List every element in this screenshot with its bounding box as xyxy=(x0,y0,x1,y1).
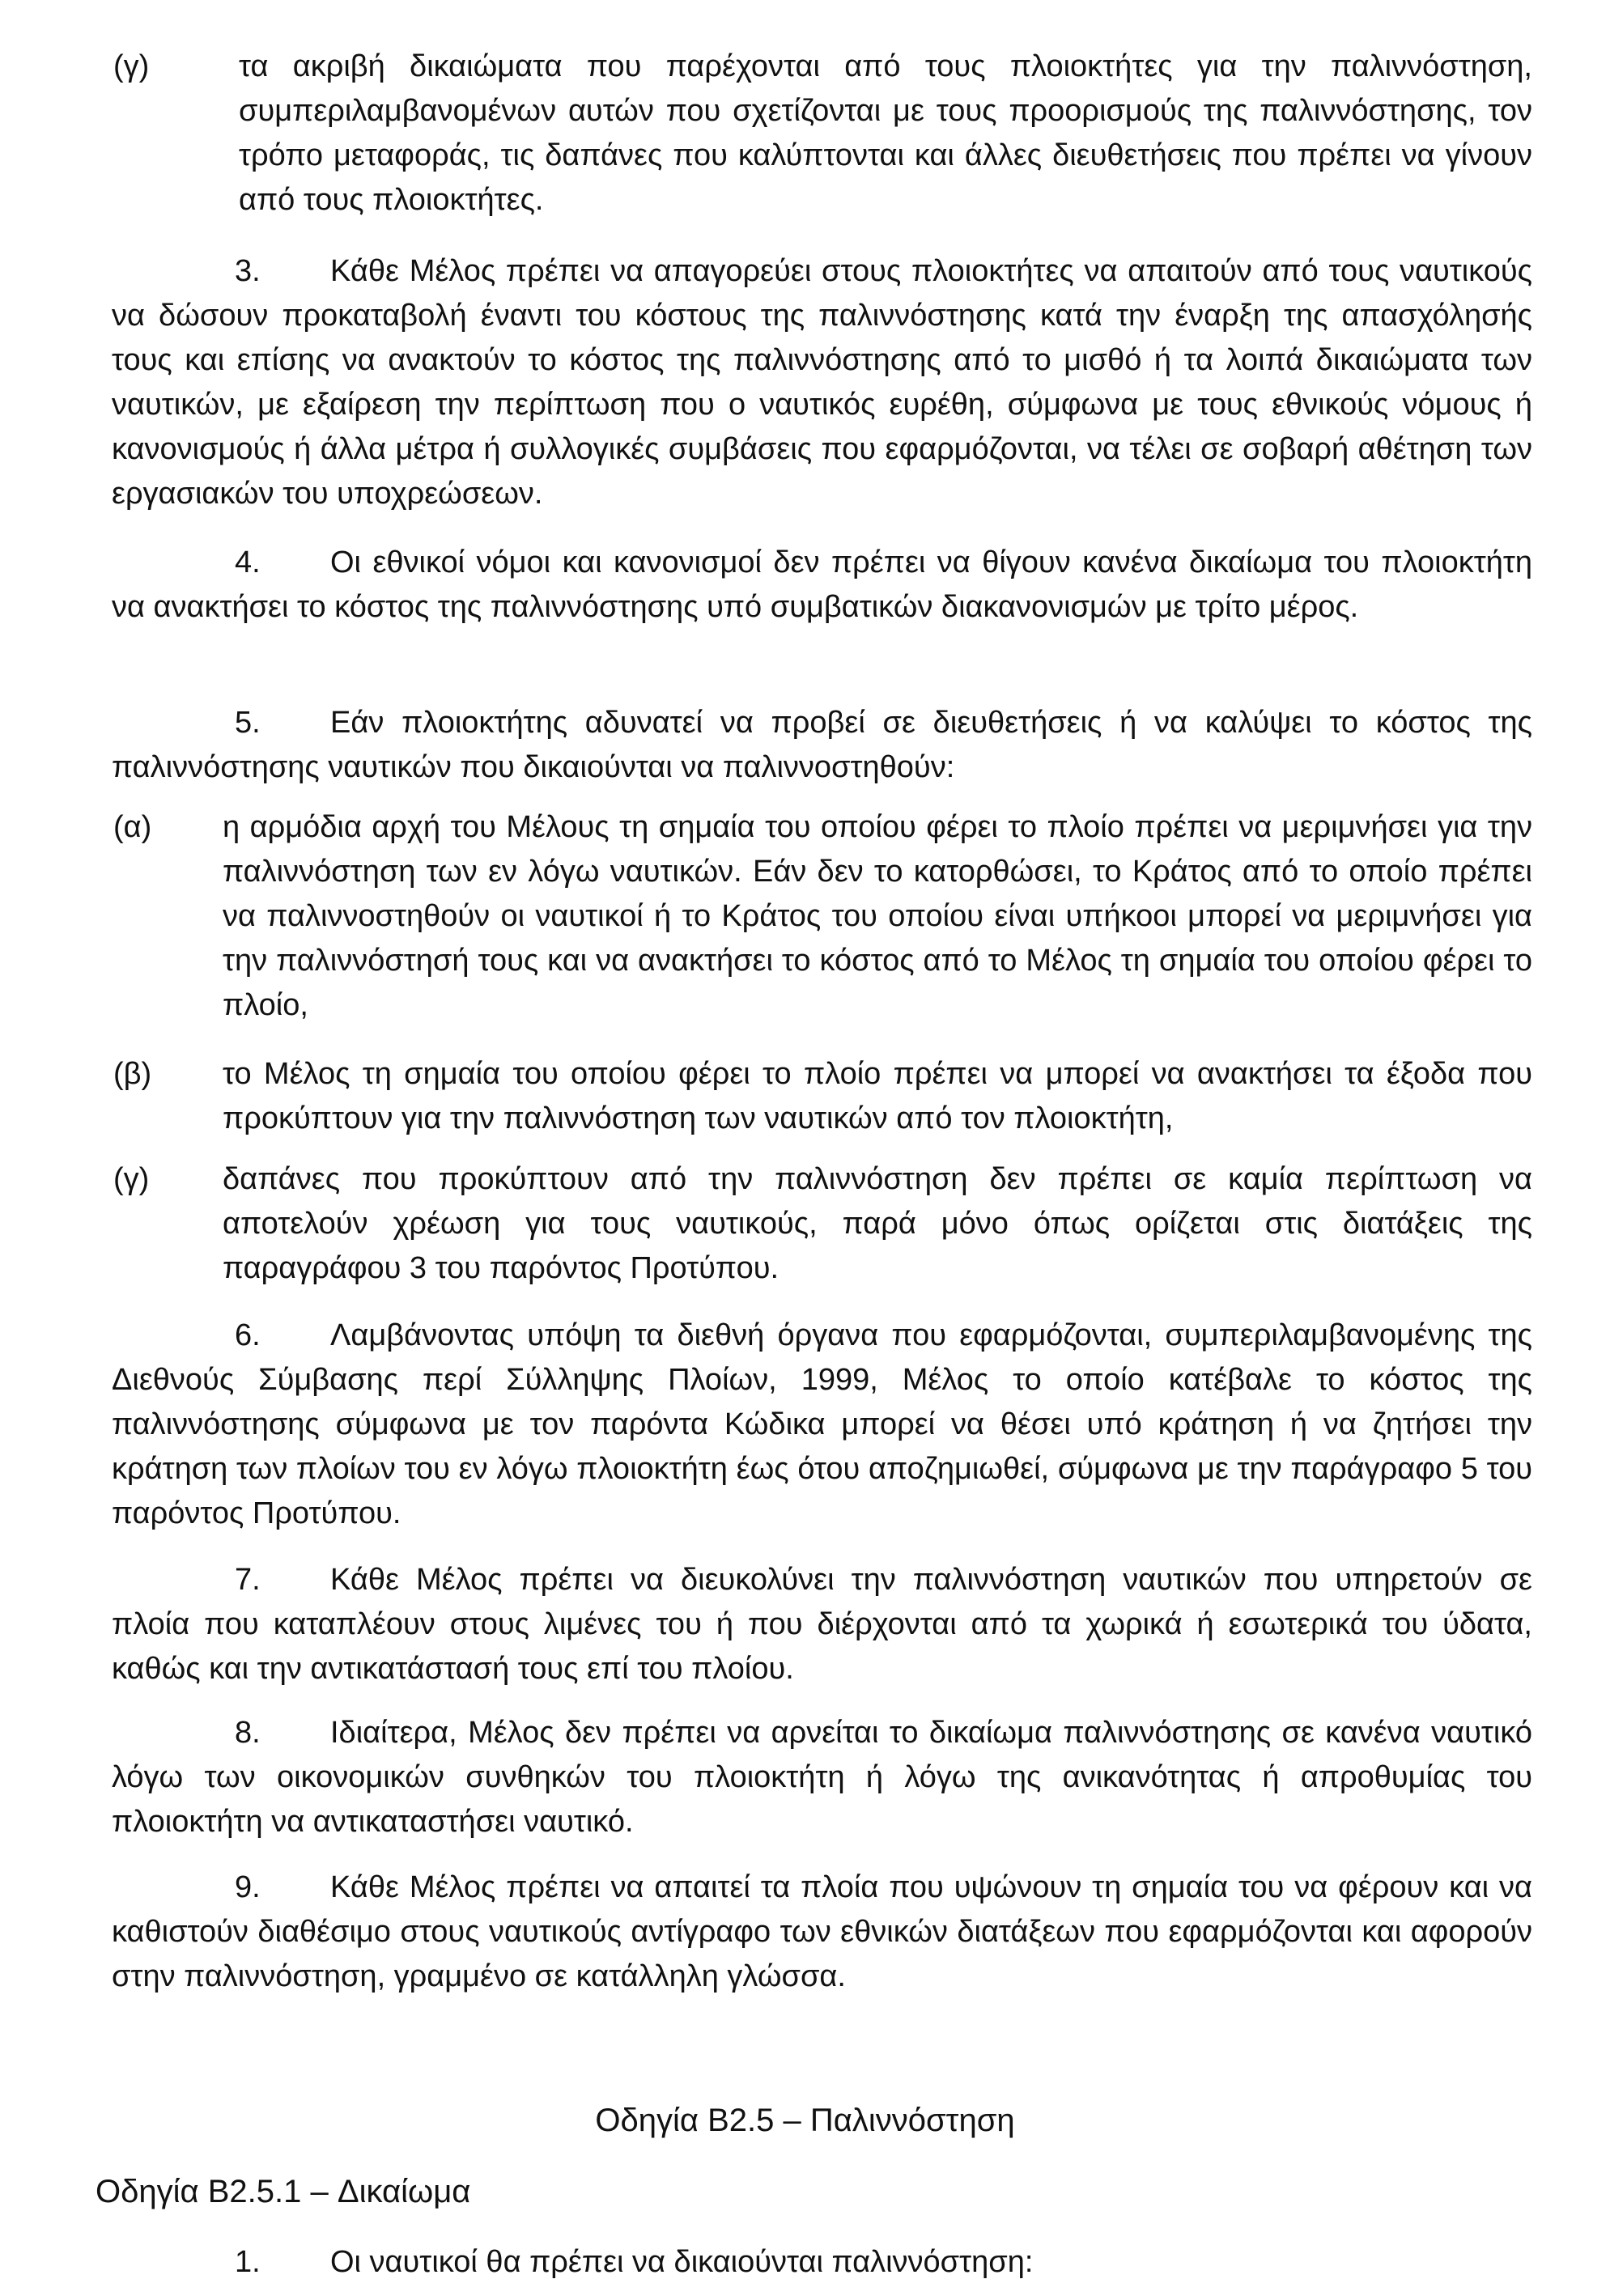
paragraph-text: Οι εθνικοί νόμοι και κανονισμοί δεν πρέπει να θίγουν κανένα δικαίωμα του πλοιοκτήτη να ανακτήσει το κόστος της παλιννόστησης υπό συμβατικών διακανονισμών με τρίτο μέρος. xyxy=(112,545,1532,624)
paragraph-3 xyxy=(112,249,1532,516)
guideline-title: Οδηγία B2.5 – Παλιννόστηση xyxy=(595,2103,1015,2138)
paragraph-6 xyxy=(112,1314,1532,1536)
paragraph-text: Λαμβάνοντας υπόψη τα διεθνή όργανα που εφαρμόζονται, συμπεριλαμβανομένης της Διεθνούς Σύμβασης περί Σύλληψης Πλοίων, 1999, Μέλος το οποίο κατέβαλε το κόστος της παλιννόστησης σύμφωνα με τον παρόντα Κώδικα μπορεί να θέσει υπό κράτηση ή να ζητήσει την κράτηση των πλοίων του εν λόγω πλοιοκτήτη έως ότου αποζημιωθεί, σύμφωνα με την παράγραφο 5 του παρόντος Προτύπου. xyxy=(112,1318,1532,1530)
paragraph-number: 5. xyxy=(235,706,261,740)
item-text-b: το Μέλος τη σημαία του οποίου φέρει το πλοίο πρέπει να μπορεί να ανακτήσει τα έξοδα που προκύπτουν για την παλιννόστηση των ναυτικών από τον πλοιοκτήτη, xyxy=(223,1057,1532,1135)
paragraph-8 xyxy=(112,1711,1532,1844)
guideline-subtitle: Οδηγία B2.5.1 – Δικαίωμα xyxy=(96,2174,471,2209)
paragraph-5 xyxy=(112,701,1532,790)
paragraph-number: 9. xyxy=(235,1870,261,1904)
paragraph-text: Κάθε Μέλος πρέπει να διευκολύνει την παλιννόστηση ναυτικών που υπηρετούν σε πλοία που καταπλέουν στους λιμένες του ή που διέρχονται από τα χωρικά ή εσωτερικά του ύδατα, καθώς και την αντικατάστασή τους επί του πλοίου. xyxy=(112,1563,1532,1686)
paragraph-number: 4. xyxy=(235,545,261,579)
paragraph-number: 6. xyxy=(235,1318,261,1352)
paragraph-text: Οι ναυτικοί θα πρέπει να δικαιούνται παλιννόστηση: xyxy=(330,2245,1034,2279)
item-text-g: δαπάνες που προκύπτουν από την παλιννόστηση δεν πρέπει σε καμία περίπτωση να αποτελούν χρέωση για τους ναυτικούς, παρά μόνο όπως ορίζεται στις διατάξεις της παραγράφου 3 του παρόντος Προτύπου. xyxy=(223,1162,1532,1285)
paragraph-text: Κάθε Μέλος πρέπει να απαγορεύει στους πλοιοκτήτες να απαιτούν από τους ναυτικούς να δώσουν προκαταβολή έναντι του κόστους της παλιννόστησης κατά την έναρξη της απασχόλησής τους και επίσης να ανακτούν το κόστος της παλιννόστησης από το μισθό ή τα λοιπά δικαιώματα των ναυτικών, με εξαίρεση την περίπτωση που ο ναυτικός ευρέθη, σύμφωνα με τους εθνικούς νόμους ή κανονισμούς ή άλλα μέτρα ή συλλογικές συμβάσεις που εφαρμόζονται, να τέλει σε σοβαρή αθέτηση των εργασιακών του υποχρεώσεων. xyxy=(112,254,1532,511)
item-label-b: (β) xyxy=(113,1057,152,1091)
paragraph-7 xyxy=(112,1558,1532,1691)
paragraph-text: Κάθε Μέλος πρέπει να απαιτεί τα πλοία που υψώνουν τη σημαία του να φέρουν και να καθιστούν διαθέσιμο στους ναυτικούς αντίγραφο των εθνικών διατάξεων που εφαρμόζονται και αφορούν στην παλιννόστηση, γραμμένο σε κατάλληλη γλώσσα. xyxy=(112,1870,1532,1993)
paragraph-9 xyxy=(112,1865,1532,1999)
paragraph-number: 1. xyxy=(235,2245,261,2279)
paragraph-final xyxy=(112,2240,1532,2285)
paragraph-text: Ιδιαίτερα, Μέλος δεν πρέπει να αρνείται το δικαίωμα παλιννόστησης σε κανένα ναυτικό λόγω των οικονομικών συνθηκών του πλοιοκτήτη ή λόγω της ανικανότητας ή απροθυμίας του πλοιοκτήτη να αντικαταστήσει ναυτικό. xyxy=(112,1716,1532,1839)
paragraph-4 xyxy=(112,541,1532,630)
item-text-g-top: τα ακριβή δικαιώματα που παρέχονται από τους πλοιοκτήτες για την παλιννόστηση, συμπεριλαμβανομένων αυτών που σχετίζονται με τους προορισμούς της παλιννόστησης, τον τρόπο μεταφοράς, τις δαπάνες που καλύπτονται και άλλες διευθετήσεις που πρέπει να γίνουν από τους πλοιοκτήτες. xyxy=(239,49,1532,217)
paragraph-number: 8. xyxy=(235,1716,261,1750)
item-text-a: η αρμόδια αρχή του Μέλους τη σημαία του οποίου φέρει το πλοίο πρέπει να μεριμνήσει για την παλιννόστηση των εν λόγω ναυτικών. Εάν δεν το κατορθώσει, το Κράτος από το οποίο πρέπει να παλιννοστηθούν οι ναυτικοί ή το Κράτος του οποίου είναι υπήκοοι μπορεί να μεριμνήσει για την παλιννόστησή τους και να ανακτήσει το κόστος από το Μέλος τη σημαία του οποίου φέρει το πλοίο, xyxy=(223,810,1532,1022)
paragraph-number: 3. xyxy=(235,254,261,288)
item-label-g: (γ) xyxy=(113,1162,150,1196)
item-label-a: (α) xyxy=(113,810,152,844)
paragraph-text: Εάν πλοιοκτήτης αδυνατεί να προβεί σε διευθετήσεις ή να καλύψει το κόστος της παλιννόστησης ναυτικών που δικαιούνται να παλιννοστηθούν: xyxy=(112,706,1532,784)
paragraph-number: 7. xyxy=(235,1563,261,1597)
item-label-g-top: (γ) xyxy=(113,49,150,83)
